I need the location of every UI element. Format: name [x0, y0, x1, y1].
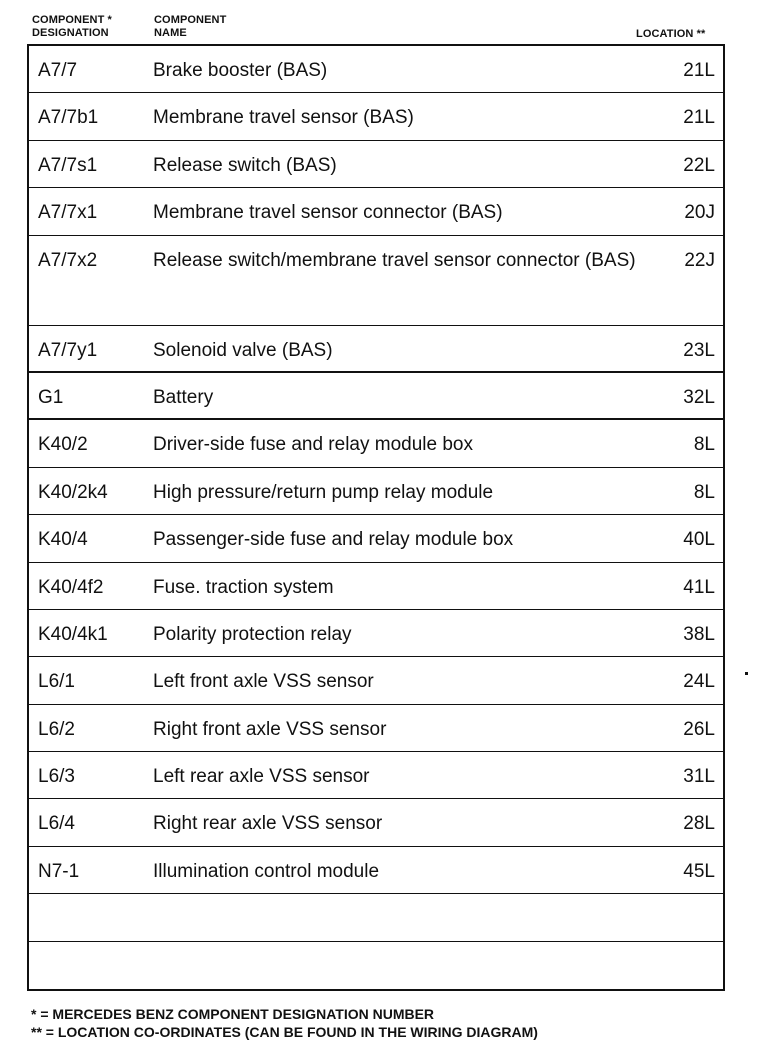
table-row — [29, 373, 723, 420]
component-location: 23L — [683, 339, 715, 361]
component-location: 31L — [683, 766, 715, 788]
header-designation — [32, 14, 112, 40]
component-name: Right rear axle VSS sensor — [153, 813, 383, 835]
scan-speck — [745, 672, 748, 675]
component-location: 22L — [683, 154, 715, 176]
component-location: 20J — [684, 202, 715, 224]
table-row — [29, 141, 723, 188]
header-name-line1: COMPONENT — [154, 14, 227, 26]
component-location: 24L — [683, 671, 715, 693]
table-row — [29, 610, 723, 657]
component-code: G1 — [38, 386, 64, 408]
table-row — [29, 657, 723, 704]
component-name: Illumination control module — [153, 860, 380, 882]
component-code: L6/3 — [38, 766, 75, 788]
component-location: 8L — [693, 434, 715, 456]
header-name-line2: NAME — [154, 27, 187, 39]
table-row — [29, 188, 723, 235]
header-location: LOCATION ** — [636, 28, 706, 40]
table-row — [29, 46, 723, 93]
component-location: 40L — [683, 529, 715, 551]
component-name: Right front axle VSS sensor — [153, 718, 387, 740]
footnote-designation: * = MERCEDES BENZ COMPONENT DESIGNATION NUMBER — [31, 1006, 435, 1022]
component-name: Passenger-side fuse and relay module box — [153, 529, 514, 551]
component-code: K40/2k4 — [38, 481, 108, 503]
table-row — [29, 515, 723, 562]
component-code: L6/2 — [38, 718, 75, 740]
table-row — [29, 326, 723, 373]
component-name: Release switch (BAS) — [153, 154, 337, 176]
table-row-empty — [29, 894, 723, 941]
header-designation-line1: COMPONENT * — [32, 14, 112, 26]
component-table — [27, 44, 725, 991]
component-location: 32L — [683, 386, 715, 408]
component-location: 38L — [683, 623, 715, 645]
component-location: 41L — [683, 576, 715, 598]
component-location: 21L — [683, 107, 715, 129]
table-row — [29, 847, 723, 894]
component-code: K40/4 — [38, 529, 88, 551]
table-row — [29, 563, 723, 610]
component-location: 28L — [683, 813, 715, 835]
header-component-name — [154, 14, 226, 40]
footnote-location: ** = LOCATION CO-ORDINATES (CAN BE FOUND IN THE WIRING DIAGRAM) — [31, 1024, 538, 1040]
table-row — [29, 236, 723, 326]
component-location: 45L — [683, 860, 715, 882]
component-code: A7/7 — [38, 60, 78, 81]
component-name: Release switch/membrane travel sensor connector (BAS) — [153, 249, 636, 271]
component-name: High pressure/return pump relay module — [153, 481, 494, 503]
table-row — [29, 705, 723, 752]
component-name: Membrane travel sensor connector (BAS) — [153, 202, 503, 224]
component-location: 21L — [683, 60, 715, 81]
table-row-empty — [29, 942, 723, 989]
component-name: Driver-side fuse and relay module box — [153, 434, 473, 456]
component-code: L6/1 — [38, 671, 75, 693]
component-code: K40/2 — [38, 434, 88, 456]
table-row — [29, 420, 723, 467]
table-row — [29, 93, 723, 140]
header-designation-line2: DESIGNATION — [32, 27, 109, 39]
component-code: A7/7x1 — [38, 202, 98, 224]
component-name: Membrane travel sensor (BAS) — [153, 107, 414, 129]
component-location: 8L — [693, 481, 715, 503]
component-code: A7/7y1 — [38, 339, 98, 361]
component-code: L6/4 — [38, 813, 75, 835]
component-code: A7/7s1 — [38, 154, 98, 176]
component-name: Brake booster (BAS) — [153, 60, 328, 81]
component-name: Fuse. traction system — [153, 576, 334, 598]
component-code: K40/4k1 — [38, 623, 108, 645]
component-location: 26L — [683, 718, 715, 740]
table-row — [29, 468, 723, 515]
component-code: N7-1 — [38, 860, 80, 882]
component-code: K40/4f2 — [38, 576, 104, 598]
component-code: A7/7x2 — [38, 249, 98, 271]
component-code: A7/7b1 — [38, 107, 99, 129]
component-name: Polarity protection relay — [153, 623, 352, 645]
component-name: Left rear axle VSS sensor — [153, 766, 370, 788]
component-name: Left front axle VSS sensor — [153, 671, 374, 693]
table-row — [29, 752, 723, 799]
component-name: Battery — [153, 386, 214, 408]
table-row — [29, 799, 723, 846]
component-name: Solenoid valve (BAS) — [153, 339, 333, 361]
component-location: 22J — [684, 249, 715, 271]
